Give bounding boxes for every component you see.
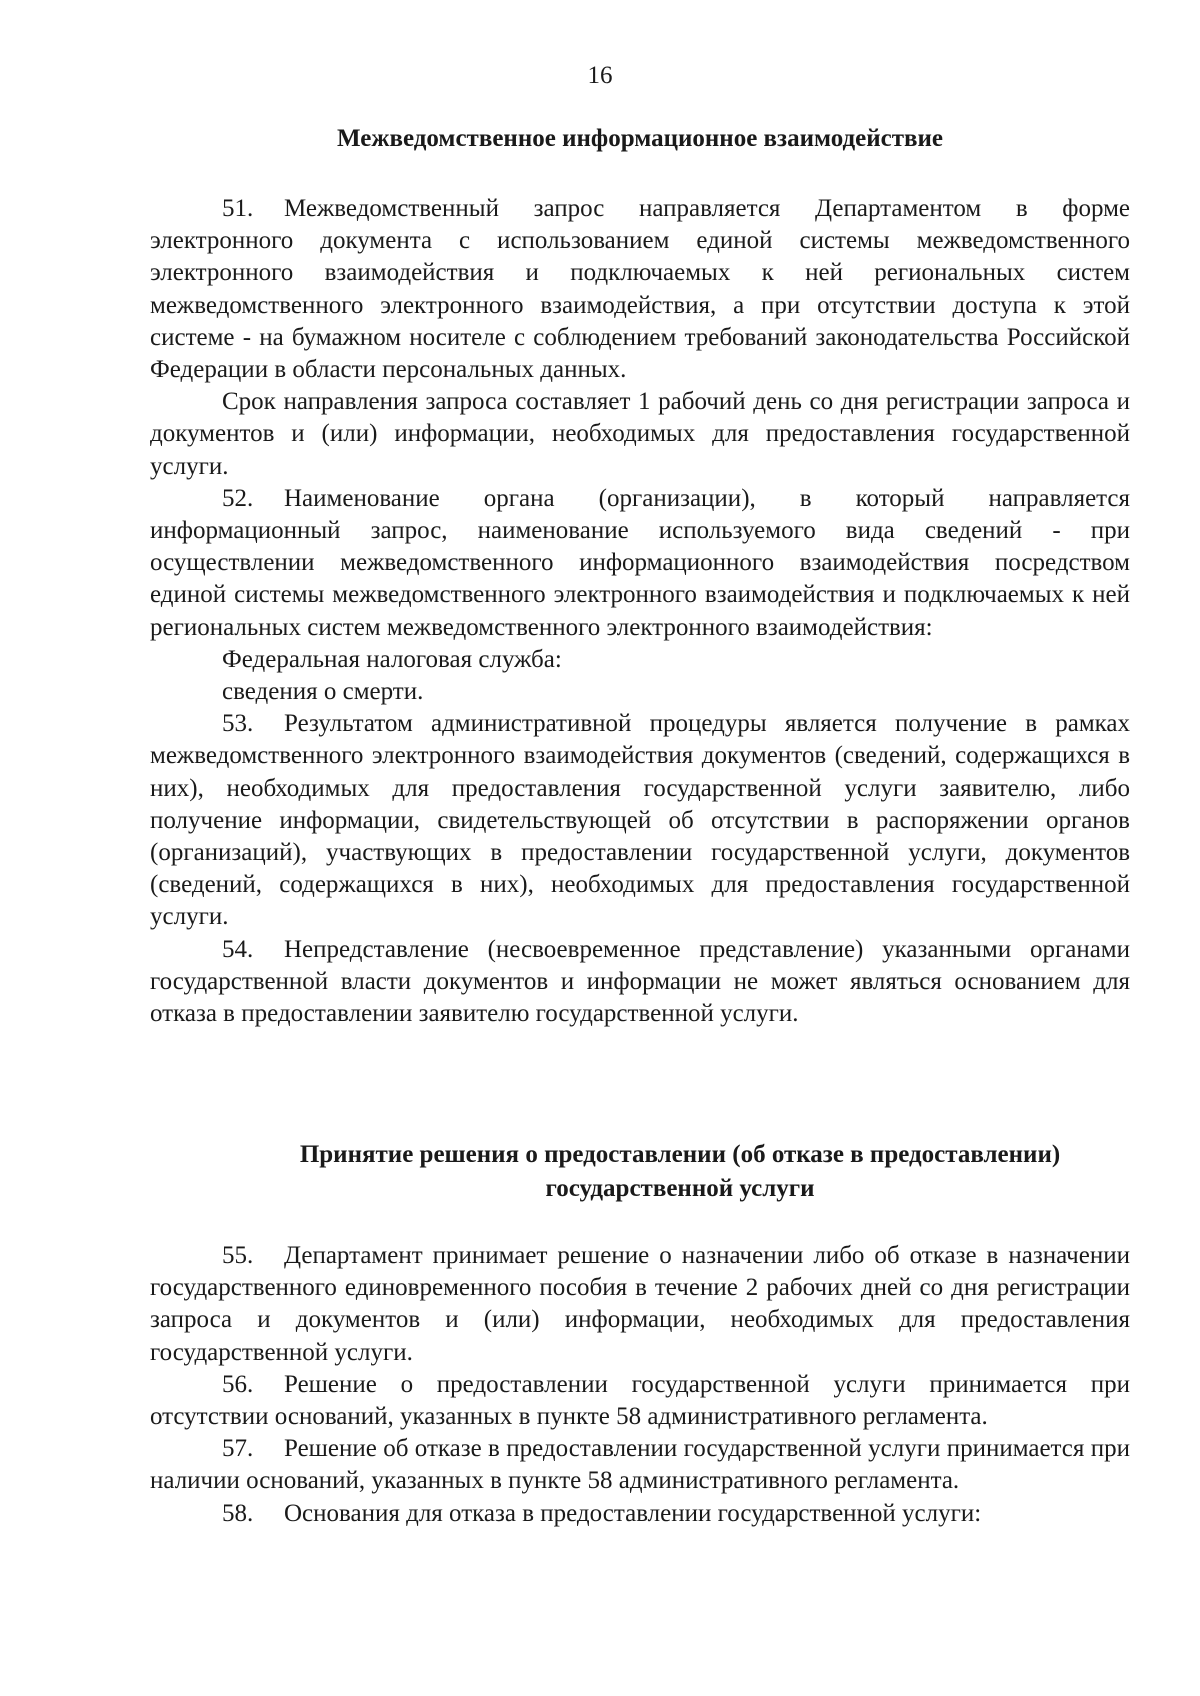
paragraph-text: Наименование органа (организации), в который направляется информационный запрос, наименование используемого вида сведений - при осуществлении межведомственного информационного взаимодействия посредством единой системы межведомственного электронного взаимодействия и подключаемых к ней региональных систем межведомственного электронного взаимодействия: bbox=[150, 484, 1130, 641]
paragraph-text: Срок направления запроса составляет 1 рабочий день со дня регистрации запроса и документов и (или) информации, необходимых для предоставления государственной услуги. bbox=[150, 388, 1130, 480]
paragraph-number: 54. bbox=[222, 935, 254, 963]
paragraph-text: Департамент принимает решение о назначении либо об отказе в назначении государственного единовременного пособия в течение 2 рабочих дней со дня регистрации запроса и документов и (или) информации, необходимых для предоставления государственной услуги. bbox=[150, 1242, 1130, 1366]
paragraph-text: Непредставление (несвоевременное представление) указанными органами государственной власти документов и информации не может являться основанием для отказа в предоставлении заявителю государственной услуги. bbox=[150, 935, 1130, 1028]
paragraph-56 bbox=[150, 1369, 1130, 1433]
section-heading: Межведомственное информационное взаимодействие bbox=[337, 125, 943, 152]
paragraph-number: 53. bbox=[222, 710, 254, 738]
section-heading-line: Принятие решения о предоставлении (об отказе в предоставлении) bbox=[299, 1141, 1061, 1168]
paragraph-text: Основания для отказа в предоставлении государственной услуги: bbox=[284, 1499, 982, 1527]
paragraph-number: 58. bbox=[222, 1499, 254, 1527]
page-number: 16 bbox=[587, 62, 613, 89]
paragraph-55 bbox=[150, 1240, 1130, 1369]
paragraph-53 bbox=[150, 708, 1130, 933]
paragraph-text: Межведомственный запрос направляется Департаментом в форме электронного документа с использованием единой системы межведомственного электронного взаимодействия и подключаемых к ней региональных систем межведомственного электронного взаимодействия, а при отсутствии доступа к этой системе - на бумажном носителе с соблюдением требований законодательства Российской Федерации в области персональных данных. bbox=[150, 195, 1130, 384]
paragraph-text: Федеральная налоговая служба: bbox=[222, 645, 562, 673]
section-heading bbox=[230, 1138, 1130, 1206]
paragraph bbox=[150, 644, 1130, 676]
paragraph-54 bbox=[150, 934, 1130, 1031]
paragraph-text: Решение об отказе в предоставлении государственной услуги принимается при наличии оснований, указанных в пункте 58 административного регламента. bbox=[150, 1435, 1130, 1495]
section-body bbox=[150, 193, 1130, 1030]
paragraph-text: Результатом административной процедуры является получение в рамках межведомственного электронного взаимодействия документов (сведений, содержащихся в них), необходимых для предоставления государственной услуги заявителю, либо получение информации, свидетельствующей об отсутствии в распоряжении органов (организаций), участвующих в предоставлении государственной услуги, документов (сведений, содержащихся в них), необходимых для предоставления государственной услуги. bbox=[150, 710, 1130, 931]
paragraph-number: 56. bbox=[222, 1370, 254, 1398]
paragraph-51 bbox=[150, 193, 1130, 386]
paragraph bbox=[150, 676, 1130, 708]
section-body bbox=[150, 1240, 1130, 1530]
paragraph-text: сведения о смерти. bbox=[222, 678, 424, 706]
paragraph-58 bbox=[150, 1498, 1130, 1530]
paragraph-52 bbox=[150, 483, 1130, 644]
paragraph-number: 57. bbox=[222, 1435, 254, 1463]
paragraph-57 bbox=[150, 1433, 1130, 1497]
paragraph-text: Решение о предоставлении государственной услуги принимается при отсутствии оснований, указанных в пункте 58 административного регламента. bbox=[150, 1370, 1130, 1431]
paragraph-number: 51. bbox=[222, 195, 254, 222]
paragraph bbox=[150, 386, 1130, 483]
section-heading-line: государственной услуги bbox=[545, 1175, 815, 1202]
paragraph-number: 55. bbox=[222, 1242, 254, 1269]
paragraph-number: 52. bbox=[222, 484, 254, 512]
